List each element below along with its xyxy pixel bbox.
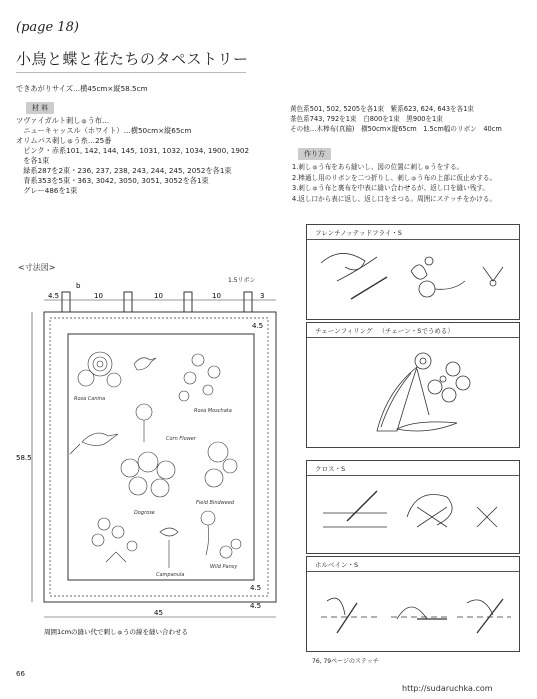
chain-filling-illustration (307, 339, 519, 445)
motif-label: Wild Pansy (210, 564, 238, 570)
dim-right: 4.5 (250, 602, 262, 610)
materials-line: グレー486を1束 (16, 186, 78, 195)
method-step: 3.刺しゅう布と裏布を中表に縫い合わせるが、返し口を縫い残す。 (292, 184, 489, 192)
materials-line: 黄色系501, 502, 5205を各1束 紫系623, 624, 643を各1束 (290, 105, 474, 113)
holbein-illustration (307, 573, 519, 649)
dimension-diagram (14, 282, 284, 642)
materials-line: 緑系287を2束・236, 237, 238, 243, 244, 245, 2052を各1束 (16, 166, 232, 175)
materials-line: ニューキャッスル（ホワイト）…横50cm×縦65cm (16, 126, 192, 135)
stitch-name: チェーンフィリング （チェーン・Sでうめる） (315, 327, 454, 335)
stitch-note: （チェーン・Sでうめる） (378, 327, 454, 335)
page-number: 66 (16, 670, 25, 678)
dim-top: 10 (94, 292, 103, 300)
method-step: 2.棒通し用のリボンを二つ折りし、刺しゅう布の上部に仮止めする。 (292, 173, 497, 182)
ribbon-label: 1.5リボン (228, 277, 256, 284)
stitch-panel-chain-filling (306, 322, 520, 448)
motif-label: Dogrose (134, 510, 155, 516)
note-b: b (76, 282, 81, 290)
dim-top: 4.5 (48, 292, 60, 300)
diagram-footnote: 周囲1cmの縫い代で刺しゅうの線を縫い合わせる (44, 628, 189, 636)
cross-stitch-illustration (307, 477, 519, 551)
materials-line: ピンク・赤系101, 142, 144, 145, 1031, 1032, 1034, 1900, 1902 (16, 146, 250, 155)
motif-label: Rosa Moschata (194, 408, 232, 414)
dim-width: 45 (154, 609, 163, 617)
stitch-panel-french-knot (306, 224, 520, 320)
dim-top: 10 (212, 292, 221, 300)
materials-line: その他…木棒布(真鍮) 横50cm×縦65cm 1.5cm幅のリボン 40cm (290, 125, 502, 133)
ribbon-tab (244, 292, 252, 312)
motif-label: Rosa Canina (74, 396, 106, 402)
method-step: 1.刺しゅう布をあら縫いし、図の位置に刺しゅうをする。 (292, 163, 464, 171)
stitch-note-pages: 76, 79ページのステッチ (312, 658, 379, 665)
dim-top: 3 (260, 292, 265, 300)
french-knot-illustration (307, 241, 519, 317)
ribbon-tab (124, 292, 132, 312)
materials-line: オリムパス刺しゅう糸…25番 (16, 136, 112, 145)
stitch-name: フレンチノッテッドフライ・S (315, 229, 402, 237)
embroidery-area (68, 334, 254, 580)
title-rule (16, 72, 246, 73)
materials-list-right (290, 104, 502, 134)
seam-line (50, 318, 268, 596)
materials-line: 茶色系743, 792を1束 白800を1束 黒900を1束 (290, 115, 443, 123)
page-title: 小鳥と蝶と花たちのタペストリー (16, 50, 249, 68)
method-step: 4.返し口から表に返し、返し口をまつる。周囲にステッチをかける。 (292, 194, 496, 203)
dim-top: 10 (154, 292, 163, 300)
motif-label: Corn Flower (166, 436, 196, 442)
materials-line: 青系353を5束・363, 3042, 3050, 3051, 3052を各1束 (16, 176, 209, 185)
dim-right: 4.5 (250, 584, 262, 592)
materials-list (16, 116, 249, 196)
diagram-label: <寸法図> (18, 263, 56, 272)
motif-label: Campanula (156, 572, 185, 578)
method-label: 作り方 (298, 148, 331, 160)
watermark-url[interactable]: http://sudaruchka.com (402, 684, 493, 693)
dim-height: 58.5 (16, 454, 32, 462)
dim-right: 4.5 (252, 322, 264, 330)
materials-line: を各1束 (16, 156, 50, 165)
ribbon-tab (62, 292, 70, 312)
finished-size: できあがりサイズ…横45cm×縦58.5cm (16, 84, 148, 93)
embroidery-motifs (70, 352, 241, 568)
stitch-panel-holbein (306, 556, 520, 652)
motif-label: Field Bindweed (196, 500, 235, 506)
materials-label: 材 料 (26, 102, 54, 114)
stitch-name: ホルベイン・S (315, 561, 359, 569)
stitch-panel-cross (306, 460, 520, 554)
materials-line: ツヴァイガルト刺しゅう布… (16, 116, 110, 125)
outer-frame (44, 312, 276, 602)
ribbon-tab (184, 292, 192, 312)
stitch-name: クロス・S (315, 465, 346, 473)
method-steps (292, 162, 496, 204)
page-tag: (page 18) (16, 20, 79, 35)
